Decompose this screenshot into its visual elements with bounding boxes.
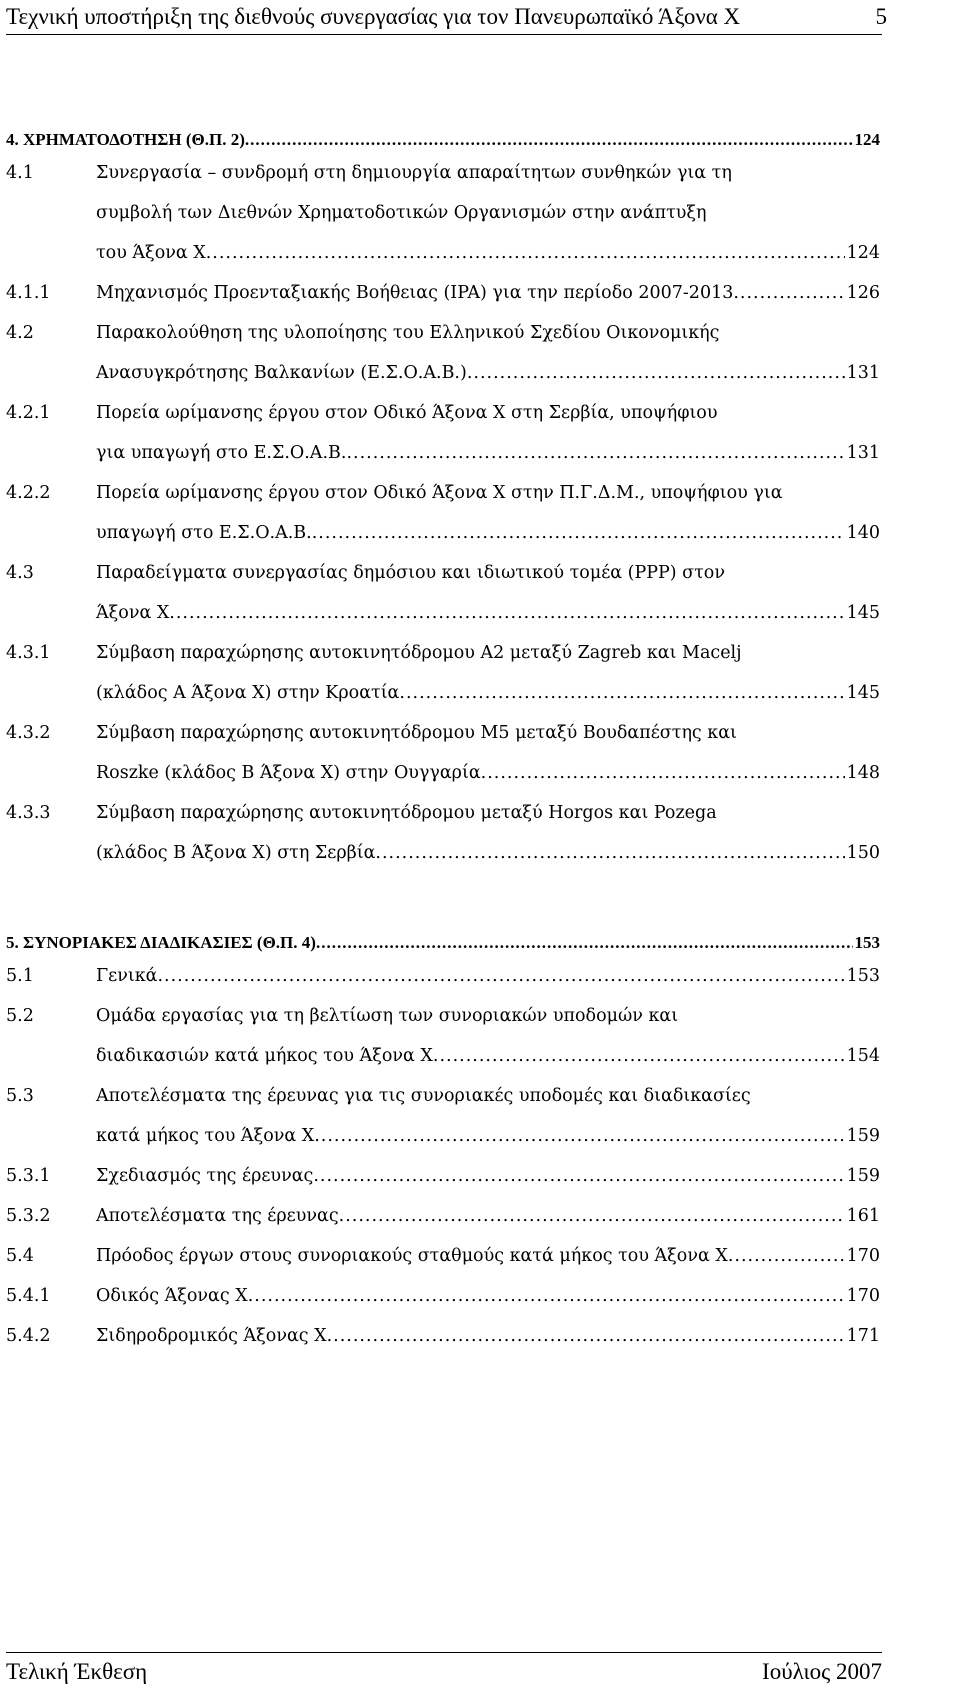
toc-leader <box>327 1326 845 1346</box>
toc-page: 170 <box>846 1286 880 1306</box>
toc-page: 153 <box>854 933 880 952</box>
footer-right: Ιούλιος 2007 <box>762 1659 882 1684</box>
toc-page: 145 <box>846 603 880 623</box>
toc-entry-5-4-2[interactable] <box>96 1326 880 1346</box>
toc-page: 170 <box>846 1246 880 1266</box>
toc-entry-4-3-2[interactable] <box>96 763 880 783</box>
toc-page: 131 <box>846 363 880 383</box>
toc-entry-text: Οδικός Άξονας Χ <box>96 1286 248 1306</box>
toc-entry-text[interactable]: Πορεία ωρίμανσης έργου στον Οδικό Άξονα Χ στην Π.Γ.Δ.Μ., υποψήφιου για <box>96 483 783 503</box>
toc-entry-text: διαδικασιών κατά μήκος του Άξονα Χ <box>96 1046 433 1066</box>
toc-leader <box>316 933 853 953</box>
toc-entry-text[interactable]: Σύμβαση παραχώρησης αυτοκινητόδρομου μεταξύ Horgos και Pozega <box>96 803 717 823</box>
toc-number: 5.4.2 <box>6 1326 51 1346</box>
toc-number: 4.3.2 <box>6 723 51 743</box>
toc-number: 5.3.2 <box>6 1206 51 1226</box>
toc-page: 131 <box>846 443 880 463</box>
toc-entry-text[interactable]: Παρακολούθηση της υλοποίησης του Ελληνικού Σχεδίου Οικονομικής <box>96 323 720 343</box>
toc-entry-text[interactable]: Συνεργασία – συνδρομή στη δημιουργία απαραίτητων συνθηκών για τη <box>96 163 732 183</box>
toc-page: 124 <box>854 130 880 149</box>
toc-number: 4.2 <box>6 323 34 343</box>
toc-chapter-label: 4. ΧΡΗΜΑΤΟΔΟΤΗΣΗ (Θ.Π. 2) <box>6 130 245 149</box>
toc-page: 140 <box>846 523 880 543</box>
toc-entry-text: Αποτελέσματα της έρευνας <box>96 1206 339 1226</box>
toc-leader <box>728 1246 845 1266</box>
header-title: Τεχνική υποστήριξη της διεθνούς συνεργασίας για τον Πανευρωπαϊκό Άξονα Χ <box>6 4 741 29</box>
toc-number: 5.4.1 <box>6 1286 51 1306</box>
toc-number: 4.2.2 <box>6 483 51 503</box>
toc-entry-5-4[interactable] <box>96 1246 880 1266</box>
toc-number: 5.4 <box>6 1246 34 1266</box>
toc-chapter-5[interactable] <box>6 933 880 953</box>
toc-entry-5-3-1[interactable] <box>96 1166 880 1186</box>
toc-entry-5-3[interactable] <box>96 1126 880 1146</box>
page-footer <box>6 1652 882 1685</box>
toc-leader <box>314 1126 844 1146</box>
toc-leader <box>399 683 844 703</box>
toc-chapter-4[interactable] <box>6 130 880 150</box>
toc-entry-4-3-1[interactable] <box>96 683 880 703</box>
toc-entry-text[interactable]: Παραδείγματα συνεργασίας δημόσιου και ιδιωτικού τομέα (PPP) στον <box>96 563 725 583</box>
toc-entry-4-2[interactable] <box>96 363 880 383</box>
toc-number: 4.3.3 <box>6 803 51 823</box>
toc-entry-text: Μηχανισμός Προενταξιακής Βοήθειας (IPA) για την περίοδο 2007-2013 <box>96 283 734 303</box>
toc-leader <box>467 363 845 383</box>
toc-leader <box>433 1046 845 1066</box>
toc-leader <box>248 1286 845 1306</box>
toc-entry-5-1[interactable] <box>96 966 880 986</box>
toc-entry-text[interactable]: Σύμβαση παραχώρησης αυτοκινητόδρομου Α2 μεταξύ Zagreb και Macelj <box>96 643 742 663</box>
toc-entry-text: (κλάδος Α Άξονα Χ) στην Κροατία <box>96 683 400 703</box>
toc-entry-text: Roszke (κλάδος Β Άξονα Χ) στην Ουγγαρία <box>96 763 481 783</box>
toc-number: 4.3 <box>6 563 34 583</box>
toc-number: 4.3.1 <box>6 643 51 663</box>
toc-number: 4.1 <box>6 163 34 183</box>
toc-entry-5-4-1[interactable] <box>96 1286 880 1306</box>
toc-leader <box>346 443 844 463</box>
toc-entry-4-2-1[interactable] <box>96 443 880 463</box>
toc-page: 153 <box>846 966 880 986</box>
toc-entry-text: Άξονα Χ <box>96 603 170 623</box>
toc-leader <box>312 523 845 543</box>
page-number: 5 <box>875 4 887 29</box>
toc-entry-text: κατά μήκος του Άξονα Χ <box>96 1126 315 1146</box>
toc-entry-text: Σχεδιασμός της έρευνας <box>96 1166 314 1186</box>
toc-entry-4-1[interactable] <box>96 243 880 263</box>
toc-entry-text[interactable]: συμβολή των Διεθνών Χρηματοδοτικών Οργανισμών στην ανάπτυξη <box>96 203 707 223</box>
toc-page: 154 <box>846 1046 880 1066</box>
toc-number: 4.1.1 <box>6 283 51 303</box>
toc-entry-4-3-3[interactable] <box>96 843 880 863</box>
toc-entry-text[interactable]: Πορεία ωρίμανσης έργου στον Οδικό Άξονα Χ στη Σερβία, υποψήφιου <box>96 403 718 423</box>
toc-leader <box>313 1166 844 1186</box>
toc-entry-5-3-2[interactable] <box>96 1206 880 1226</box>
toc-entry-text: Σιδηροδρομικός Άξονας Χ <box>96 1326 327 1346</box>
toc-entry-text: (κλάδος Β Άξονα Χ) στη Σερβία <box>96 843 376 863</box>
toc-number: 5.2 <box>6 1006 34 1026</box>
toc-page: 150 <box>846 843 880 863</box>
toc-entry-5-2[interactable] <box>96 1046 880 1066</box>
toc-leader <box>481 763 845 783</box>
toc-page: 148 <box>846 763 880 783</box>
toc-entry-4-2-2[interactable] <box>96 523 880 543</box>
toc-number: 5.3.1 <box>6 1166 51 1186</box>
toc-leader <box>339 1206 845 1226</box>
toc-leader <box>157 966 844 986</box>
toc-page: 126 <box>846 283 880 303</box>
toc-entry-text: Πρόοδος έργων στους συνοριακούς σταθμούς κατά μήκος του Άξονα Χ <box>96 1246 728 1266</box>
toc-entry-4-1-1[interactable] <box>96 283 880 303</box>
footer-left: Τελική Έκθεση <box>6 1659 148 1684</box>
toc-entry-4-3[interactable] <box>96 603 880 623</box>
toc-entry-text: Ανασυγκρότησης Βαλκανίων (Ε.Σ.Ο.Α.Β.) <box>96 363 467 383</box>
toc-leader <box>169 603 844 623</box>
toc-entry-text[interactable]: Σύμβαση παραχώρησης αυτοκινητόδρομου Μ5 μεταξύ Βουδαπέστης και <box>96 723 737 743</box>
toc-number: 5.1 <box>6 966 34 986</box>
toc-page: 124 <box>846 243 880 263</box>
toc-page: 171 <box>846 1326 880 1346</box>
toc-entry-text: για υπαγωγή στο Ε.Σ.Ο.Α.Β. <box>96 443 347 463</box>
toc-page: 159 <box>846 1126 880 1146</box>
toc-page: 159 <box>846 1166 880 1186</box>
toc-entry-text: του Άξονα Χ <box>96 243 206 263</box>
toc-entry-text: Γενικά <box>96 966 158 986</box>
toc-number: 5.3 <box>6 1086 34 1106</box>
toc-entry-text[interactable]: Ομάδα εργασίας για τη βελτίωση των συνοριακών υποδομών και <box>96 1006 679 1026</box>
toc-chapter-label: 5. ΣΥΝΟΡΙΑΚΕΣ ΔΙΑΔΙΚΑΣΙΕΣ (Θ.Π. 4) <box>6 933 316 952</box>
toc-entry-text: υπαγωγή στο Ε.Σ.Ο.Α.Β. <box>96 523 312 543</box>
toc-leader <box>733 283 844 303</box>
toc-leader <box>245 130 853 150</box>
toc-page: 161 <box>846 1206 880 1226</box>
toc-leader <box>206 243 845 263</box>
toc-entry-text[interactable]: Αποτελέσματα της έρευνας για τις συνοριακές υποδομές και διαδικασίες <box>96 1086 751 1106</box>
toc-leader <box>375 843 844 863</box>
toc-number: 4.2.1 <box>6 403 51 423</box>
toc-page: 145 <box>846 683 880 703</box>
